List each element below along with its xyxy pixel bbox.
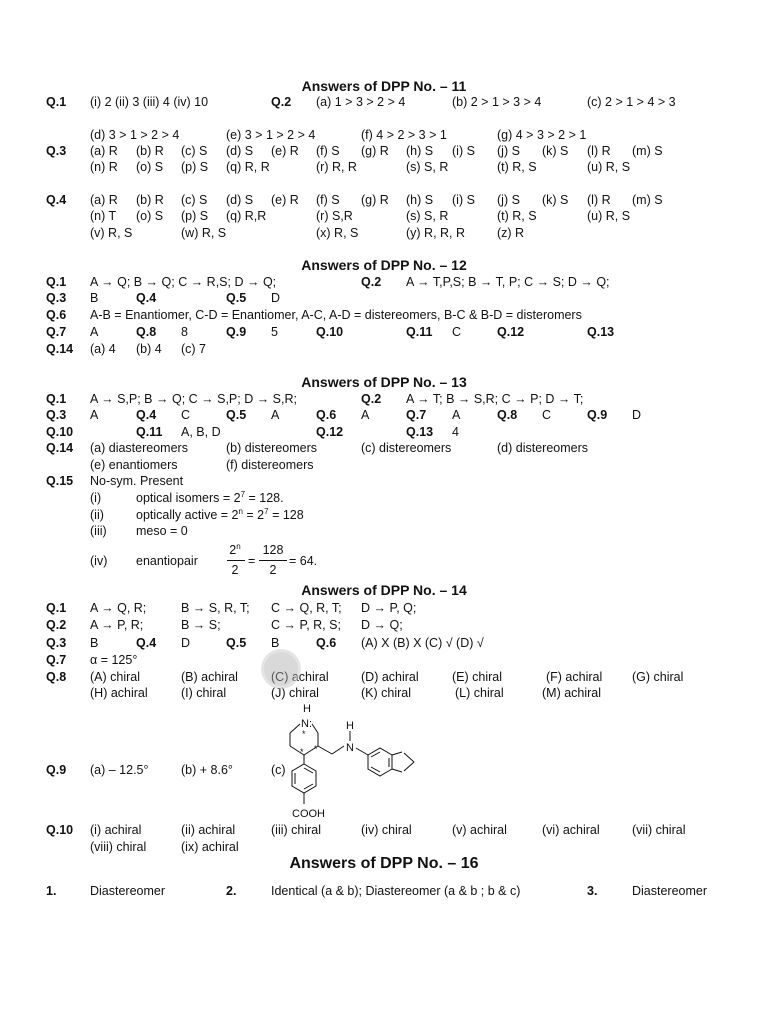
dpp13-q13-label: Q.13 — [406, 425, 434, 439]
dpp13-heading: Answers of DPP No. – 13 — [301, 374, 467, 390]
answer-item: (a) R — [90, 193, 118, 207]
answer-item: (v) R, S — [90, 226, 133, 240]
dpp14-q10-label: Q.10 — [46, 823, 74, 837]
fraction-bar — [259, 560, 287, 561]
dpp12-q10-label: Q.10 — [316, 325, 344, 339]
answer-item: (t) R, S — [497, 160, 537, 174]
dpp13-q2-answer: A → T; B → S,R; C → P; D → T; — [406, 392, 584, 406]
dpp16-q3-answer: Diastereomer — [632, 884, 708, 898]
dpp13-q12-label: Q.12 — [316, 425, 344, 439]
dpp14-q5-answer: B — [271, 636, 280, 650]
answer-item: (b) R — [136, 193, 164, 207]
dpp11-q2-g: (g) 4 > 3 > 2 > 1 — [497, 128, 587, 142]
hydrogen-label: H — [303, 703, 311, 715]
dpp13-q6-label: Q.6 — [316, 408, 337, 422]
dpp13-q1-answer: A → S,P; B → Q; C → S,P; D → S,R; — [90, 392, 297, 406]
ring-nitrogen-label: N: — [301, 718, 312, 730]
answer-item: (j) S — [497, 144, 520, 158]
bond-line — [392, 752, 402, 755]
fraction-numerator: 128 — [262, 543, 284, 557]
answer-item: (vi) achiral — [542, 823, 600, 837]
dpp14-q9-label: Q.9 — [46, 763, 67, 777]
dpp13-q6-answer: A — [361, 408, 370, 422]
answer-item: (M) achiral — [542, 686, 602, 700]
dpp12-q9-label: Q.9 — [226, 325, 247, 339]
answer-item: (r) R, R — [316, 160, 357, 174]
answer-item: (B) achiral — [181, 670, 238, 684]
answer-item: (l) R — [587, 144, 611, 158]
dpp14-q4-answer: D — [181, 636, 191, 650]
dpp13-q15-iii-text: meso = 0 — [136, 524, 188, 538]
answer-item: (a) R — [90, 144, 118, 158]
dpp13-q15-iv-result: = 64. — [289, 554, 318, 568]
dpp11-q2-a: (a) 1 > 3 > 2 > 4 — [316, 95, 406, 109]
dpp16-q2-label: 2. — [226, 884, 237, 898]
dpp13-q8-answer: C — [542, 408, 552, 422]
stereocenter-star: * — [314, 744, 318, 754]
answer-item: (x) R, S — [316, 226, 359, 240]
dpp13-q7-label: Q.7 — [406, 408, 427, 422]
dpp14-q2-c: C → P, R, S; — [271, 618, 341, 632]
dpp13-q9-label: Q.9 — [587, 408, 608, 422]
answer-item: (u) R, S — [587, 160, 631, 174]
dpp13-q15-i-text: optical isomers = $2^7 = 128$. — [136, 490, 284, 505]
dpp13-q5-answer: A — [271, 408, 280, 422]
dpp11-q4-label: Q.4 — [46, 193, 67, 207]
dpp13-q3-answer: A — [90, 408, 99, 422]
answer-item: (H) achiral — [90, 686, 148, 700]
stereocenter-star: * — [302, 729, 306, 739]
answer-item: (k) S — [542, 144, 569, 158]
dpp12-q7-answer: A — [90, 325, 99, 339]
bond-line — [404, 753, 414, 762]
equals-sign: = — [248, 554, 256, 568]
bond-line — [392, 769, 402, 772]
dpp13-q8-label: Q.8 — [497, 408, 518, 422]
dpp12-q11-label: Q.11 — [406, 325, 433, 339]
answer-item: (J) chiral — [271, 686, 319, 700]
answer-item: (p) S — [181, 209, 209, 223]
dpp13-q1-label: Q.1 — [46, 392, 67, 406]
dpp13-q13-answer: 4 — [452, 425, 459, 439]
answer-item: (k) S — [542, 193, 569, 207]
bond-line — [318, 746, 332, 754]
dpp14-q1-d: D → P, Q; — [361, 601, 417, 615]
dpp12-q7-label: Q.7 — [46, 325, 67, 339]
dpp13-q11-label: Q.11 — [136, 425, 163, 439]
dpp13-q14-label: Q.14 — [46, 441, 74, 455]
dpp12-q14-a: (a) 4 — [90, 342, 116, 356]
answer-item: (viii) chiral — [90, 840, 147, 854]
dpp14-q8-label: Q.8 — [46, 670, 67, 684]
answer-item: (h) S — [406, 193, 434, 207]
answer-item: (L) chiral — [455, 686, 504, 700]
answer-item: (n) T — [90, 209, 117, 223]
dpp12-heading: Answers of DPP No. – 12 — [301, 257, 467, 273]
dpp11-q1-answer: (i) 2 (ii) 3 (iii) 4 (iv) 10 — [90, 95, 209, 109]
answer-item: (v) achiral — [452, 823, 507, 837]
dpp16-q2-answer: Identical (a & b); Diastereomer (a & b ; b & c) — [271, 884, 521, 898]
dpp12-q4-label: Q.4 — [136, 291, 157, 305]
carboxyl-label: COOH — [292, 808, 325, 820]
dpp13-q11-answer: A, B, D — [181, 425, 221, 439]
answer-item: (G) chiral — [632, 670, 684, 684]
dpp14-q1-a: A → Q, R; — [90, 601, 147, 615]
cursor-ring — [264, 652, 298, 686]
answer-item: (l) R — [587, 193, 611, 207]
answer-item: (w) R, S — [181, 226, 227, 240]
dpp14-heading: Answers of DPP No. – 14 — [301, 582, 467, 598]
chemical-structure-diagram — [270, 700, 430, 824]
answer-item: (y) R, R, R — [406, 226, 466, 240]
dpp13-q9-answer: D — [632, 408, 642, 422]
answer-item: (F) achiral — [546, 670, 603, 684]
fraction-denominator: 2 — [231, 563, 239, 577]
dpp14-q5-label: Q.5 — [226, 636, 247, 650]
answer-item: (o) S — [136, 209, 164, 223]
answer-item: (q) R,R — [226, 209, 267, 223]
dpp14-q1-c: C → Q, R, T; — [271, 601, 342, 615]
dpp12-q14-b: (b) 4 — [136, 342, 162, 356]
dpp12-q13-label: Q.13 — [587, 325, 615, 339]
answer-item: (f) S — [316, 193, 340, 207]
answer-item: (d) S — [226, 193, 254, 207]
dpp14-q9-b: (b) + 8.6° — [181, 763, 233, 777]
answer-item: (ii) achiral — [181, 823, 236, 837]
dpp14-q2-a: A → P, R; — [90, 618, 144, 632]
answer-item: (b) R — [136, 144, 164, 158]
dpp14-q9-c: (c) — [271, 763, 286, 777]
answer-item: (vii) chiral — [632, 823, 686, 837]
dpp12-q5-answer: D — [271, 291, 281, 305]
answer-item: (s) S, R — [406, 209, 449, 223]
answer-item: (q) R, R — [226, 160, 270, 174]
dpp13-q14-a: (a) diastereomers — [90, 441, 188, 455]
answer-item: (iii) chiral — [271, 823, 321, 837]
answer-item: (A) chiral — [90, 670, 141, 684]
answer-item: (C) achiral — [271, 670, 329, 684]
bond-line — [312, 724, 318, 733]
amine-hydrogen-label: H — [346, 720, 354, 732]
dpp16-heading: Answers of DPP No. – 16 — [289, 855, 479, 872]
dpp13-q15-intro: No-sym. Present — [90, 474, 184, 488]
dpp12-q3-answer: B — [90, 291, 99, 305]
dpp14-q7-answer: α = 125° — [90, 653, 138, 667]
dpp14-q4-label: Q.4 — [136, 636, 157, 650]
dpp11-q2-d: (d) 3 > 1 > 2 > 4 — [90, 128, 180, 142]
answer-item: (h) S — [406, 144, 434, 158]
answer-item: (g) R — [361, 144, 389, 158]
dpp11-q2-f: (f) 4 > 2 > 3 > 1 — [361, 128, 447, 142]
answer-item: (m) S — [632, 144, 663, 158]
dpp13-q2-label: Q.2 — [361, 392, 382, 406]
dpp12-q14-c: (c) 7 — [181, 342, 206, 356]
dpp13-q15-label: Q.15 — [46, 474, 74, 488]
answer-item: (i) S — [452, 193, 475, 207]
dpp12-q9-answer: 5 — [271, 325, 278, 339]
answer-item: (i) S — [452, 144, 475, 158]
dpp14-q2-b: B → S; — [181, 618, 221, 632]
answer-item: (j) S — [497, 193, 520, 207]
dpp14-q2-label: Q.2 — [46, 618, 67, 632]
answer-item: (o) S — [136, 160, 164, 174]
answer-item: (e) R — [271, 193, 299, 207]
answer-item: (E) chiral — [452, 670, 503, 684]
answer-item: (r) S,R — [316, 209, 353, 223]
dpp12-q5-label: Q.5 — [226, 291, 247, 305]
dpp13-q14-b: (b) distereomers — [226, 441, 317, 455]
dpp11-heading: Answers of DPP No. – 11 — [301, 78, 467, 94]
answer-item: (e) R — [271, 144, 299, 158]
dpp13-q14-e: (e) enantiomers — [90, 458, 178, 472]
dpp16-q1-answer: Diastereomer — [90, 884, 166, 898]
answer-item: (iv) chiral — [361, 823, 412, 837]
fraction-bar — [227, 560, 245, 561]
dpp14-q6-answer: (A) X (B) X (C) √ (D) √ — [361, 636, 484, 650]
dpp13-q5-label: Q.5 — [226, 408, 247, 422]
dpp14-q1-label: Q.1 — [46, 601, 67, 615]
dpp12-q8-label: Q.8 — [136, 325, 157, 339]
dpp11-q2-e: (e) 3 > 1 > 2 > 4 — [226, 128, 316, 142]
answer-item: (I) chiral — [181, 686, 227, 700]
dpp13-q15-iv-label: enantiopair — [136, 554, 198, 568]
answer-item: (s) S, R — [406, 160, 449, 174]
dpp12-q11-answer: C — [452, 325, 462, 339]
dpp11-q1-label: Q.1 — [46, 95, 67, 109]
dpp14-q1-b: B → S, R, T; — [181, 601, 250, 615]
dpp14-q9-a: (a) – 12.5° — [90, 763, 149, 777]
dpp12-q12-label: Q.12 — [497, 325, 525, 339]
answer-item: (c) S — [181, 144, 208, 158]
bond-line — [404, 762, 414, 771]
answer-item: (c) S — [181, 193, 208, 207]
dpp11-q2-label: Q.2 — [271, 95, 292, 109]
dpp12-q14-label: Q.14 — [46, 342, 74, 356]
dpp13-q10-label: Q.10 — [46, 425, 74, 439]
fraction-denominator: 2 — [269, 563, 277, 577]
bond-line — [290, 724, 300, 733]
dpp11-q3-label: Q.3 — [46, 144, 67, 158]
dpp13-q3-label: Q.3 — [46, 408, 67, 422]
fraction-numerator: 2$^n$ — [229, 542, 241, 557]
dpp16-q1-label: 1. — [46, 884, 57, 898]
bond-line — [356, 748, 368, 755]
dpp13-q15-iii-number: (iii) — [90, 524, 107, 538]
answer-item: (g) R — [361, 193, 389, 207]
answer-item: (z) R — [497, 226, 525, 240]
dpp12-q8-answer: 8 — [181, 325, 188, 339]
dpp12-q1-label: Q.1 — [46, 275, 67, 289]
answer-item: (f) S — [316, 144, 340, 158]
answer-item: (i) achiral — [90, 823, 142, 837]
amine-nitrogen-label: N — [346, 742, 354, 754]
dpp13-q4-label: Q.4 — [136, 408, 157, 422]
dpp12-q3-label: Q.3 — [46, 291, 67, 305]
dpp14-q6-label: Q.6 — [316, 636, 337, 650]
stereocenter-star: * — [300, 747, 304, 757]
answer-item: (ix) achiral — [181, 840, 239, 854]
dpp12-q2-label: Q.2 — [361, 275, 382, 289]
dpp13-q15-ii-text: optically active = $2^n = 2^7 = 128$ — [136, 507, 304, 522]
dpp13-q7-answer: A — [452, 408, 461, 422]
dpp12-q1-answer: A → Q; B → Q; C → R,S; D → Q; — [90, 275, 277, 289]
dpp13-q14-d: (d) distereomers — [497, 441, 588, 455]
dpp14-q3-label: Q.3 — [46, 636, 67, 650]
answer-item: (d) S — [226, 144, 254, 158]
dpp14-q3-answer: B — [90, 636, 99, 650]
dpp14-q2-d: D → Q; — [361, 618, 403, 632]
bond-line — [332, 746, 344, 754]
dpp13-q15-i-number: (i) — [90, 491, 102, 505]
answer-item: (n) R — [90, 160, 118, 174]
dpp12-q6-label: Q.6 — [46, 308, 67, 322]
dpp12-q6-answer: A-B = Enantiomer, C-D = Enantiomer, A-C, A-D = distereomers, B-C & B-D = disteromers — [90, 308, 582, 322]
dpp13-q15-ii-number: (ii) — [90, 508, 104, 522]
answer-item: (u) R, S — [587, 209, 631, 223]
dpp11-q2-b: (b) 2 > 1 > 3 > 4 — [452, 95, 542, 109]
answer-item: (D) achiral — [361, 670, 419, 684]
dpp13-q14-f: (f) distereomers — [226, 458, 314, 472]
answer-item: (t) R, S — [497, 209, 537, 223]
dpp14-q7-label: Q.7 — [46, 653, 67, 667]
dpp16-q3-label: 3. — [587, 884, 598, 898]
answer-item: (K) chiral — [361, 686, 412, 700]
answer-item: (m) S — [632, 193, 663, 207]
dpp11-q2-c: (c) 2 > 1 > 4 > 3 — [587, 95, 676, 109]
dpp13-q15-iv-number: (iv) — [90, 554, 108, 568]
dpp13-q4-answer: C — [181, 408, 191, 422]
dpp13-q14-c: (c) distereomers — [361, 441, 452, 455]
answer-item: (p) S — [181, 160, 209, 174]
dpp12-q2-answer: A → T,P,S; B → T, P; C → S; D → Q; — [406, 275, 610, 289]
